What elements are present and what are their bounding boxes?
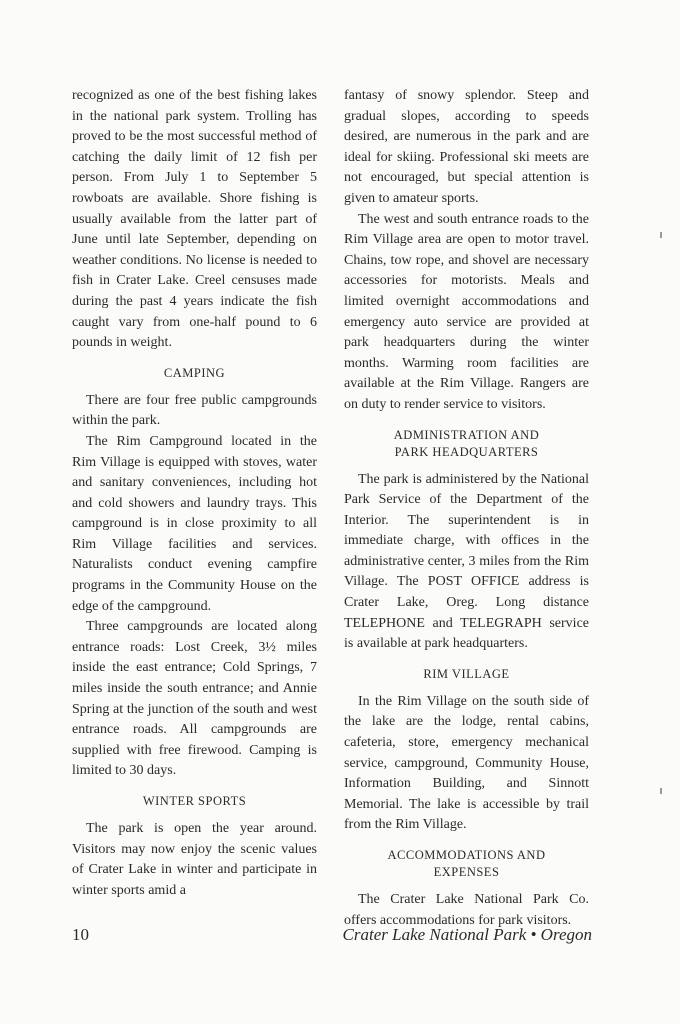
winter-sports-heading: WINTER SPORTS — [142, 794, 247, 808]
scan-speck — [660, 788, 662, 794]
camping-heading: CAMPING — [163, 365, 226, 380]
accommodations-paragraph: The Crater Lake National Park Co. offers accommodations for park visitors. — [344, 892, 589, 928]
accommodations-heading — [344, 847, 589, 881]
page-number: 10 — [72, 925, 89, 944]
running-title: Crater Lake National Park • Oregon — [342, 925, 592, 944]
winter-sports-paragraph-1: The park is open the year around. Visitors may now enjoy the scenic values of Crater Lake in winter and participate in winter sports amid a — [72, 821, 317, 898]
left-column — [72, 86, 317, 901]
camping-paragraph-3: Three campgrounds are located along entrance roads: Lost Creek, 3½ miles inside the east entrance; Cold Springs, 7 miles inside the south entrance; and Annie Spring at the junction of the south and west entrance roads. All campgrounds are supplied with free firewood. Camping is limited to 30 days. — [72, 619, 317, 779]
right-column — [344, 86, 589, 931]
administration-paragraph: The park is administered by the National Park Service of the Department of the Interior. The superintendent is in immediate charge, with offices in the administrative center, 3 miles from the Rim Village. The POST OFFICE address is Crater Lake, Oreg. Long distance TELEPHONE and TELEGRAPH service is available at park headquarters. — [344, 471, 589, 652]
administration-heading-line-2: PARK HEADQUARTERS — [394, 444, 539, 459]
accommodations-heading-line-1: ACCOMMODATIONS AND — [387, 848, 546, 862]
administration-heading — [344, 427, 589, 461]
page-footer — [72, 925, 592, 951]
winter-sports-continuation: fantasy of snowy splendor. Steep and gradual slopes, according to speeds desired, are numerous in the park and are ideal for skiing. Professional ski meets are not encouraged, but special attention is given to amateur sports. — [344, 88, 589, 206]
rim-village-paragraph: In the Rim Village on the south side of the lake are the lodge, rental cabins, cafeteria, store, emergency mechanical service, campground, Community House, Information Building, and Sinnott Memorial. The lake is accessible by trail from the Rim Village. — [344, 693, 589, 833]
fishing-paragraph: recognized as one of the best fishing lakes in the national park system. Trolling has proved to be the most successful method of catching the daily limit of 12 fish per person. From July 1 to September 5 rowboats are available. Shore fishing is usually available from the latter part of June until late September, depending on weather conditions. No license is needed to fish in Crater Lake. Creel censuses made during the past 4 years indicate the fish caught vary from one-half pound to 6 pounds in weight. — [72, 88, 317, 351]
camping-paragraph-2: The Rim Campground located in the Rim Village is equipped with stoves, water and sanitary conveniences, including hot and cold showers and laundry trays. This campground is in close proximity to all Rim Village facilities and services. Naturalists conduct evening campfire programs in the Community House on the edge of the campground. — [72, 433, 317, 614]
camping-paragraph-1: There are four free public campgrounds within the park. — [72, 392, 317, 429]
scan-speck — [660, 232, 662, 238]
accommodations-heading-line-2: EXPENSES — [433, 865, 500, 879]
winter-sports-paragraph-2: The west and south entrance roads to the Rim Village area are open to motor travel. Chains, tow rope, and shovel are necessary accessories for motorists. Meals and limited overnight accommodations and emergency auto service are provided at park headquarters during the winter months. Warming room facilities are available at the Rim Village. Rangers are on duty to render service to visitors. — [344, 211, 589, 412]
rim-village-heading: RIM VILLAGE — [423, 666, 510, 681]
administration-heading-line-1: ADMINISTRATION AND — [393, 427, 540, 442]
